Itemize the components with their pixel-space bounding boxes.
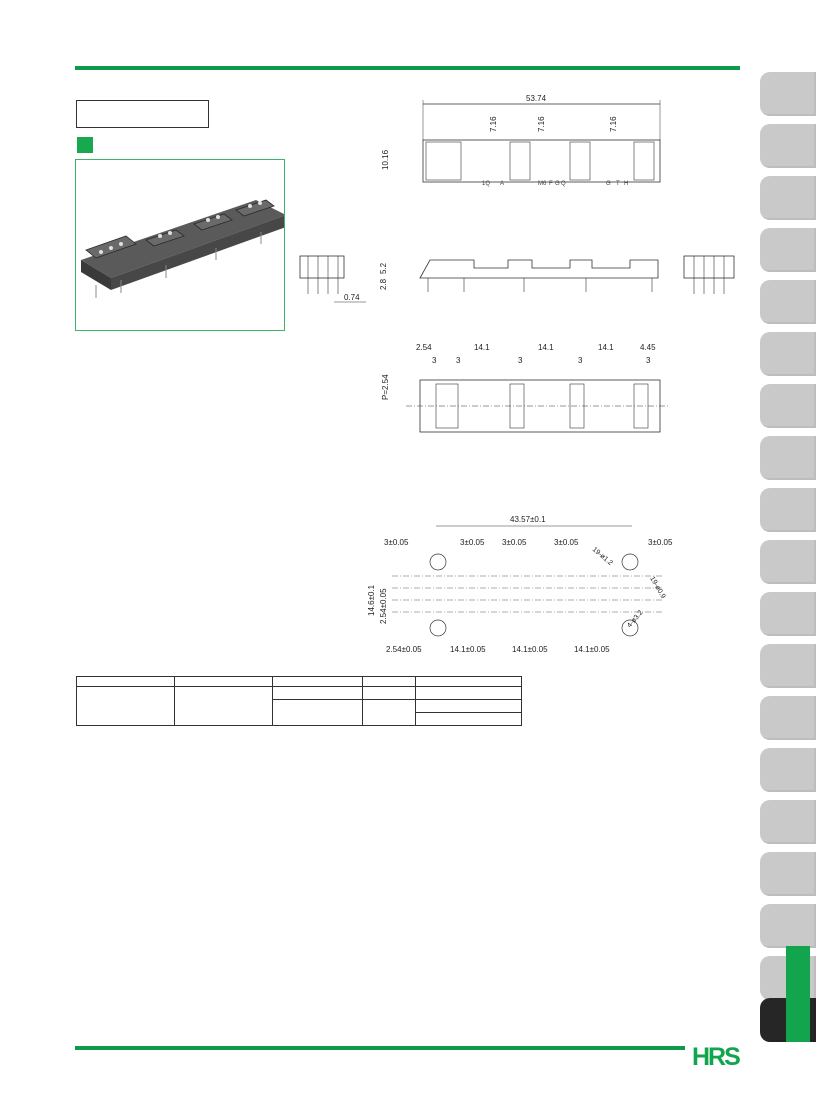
- height-label: 10.16: [381, 149, 390, 170]
- spec-cell: [416, 687, 522, 700]
- index-tab[interactable]: [760, 540, 816, 584]
- mark-2: A: [500, 181, 505, 187]
- mark-3: M6: [538, 181, 547, 187]
- mark-4: F: [549, 181, 553, 187]
- pcb-row-label: 2.54±0.05: [379, 588, 388, 624]
- mark-8: T: [616, 181, 620, 187]
- pcb-b-1: 2.54±0.05: [386, 645, 422, 654]
- mark-6: Q: [561, 181, 566, 187]
- mark-9: H: [624, 181, 629, 187]
- pcb-sp-1: 3±0.05: [384, 538, 409, 547]
- spec-cell: [273, 677, 363, 687]
- hole-a-label: 19-ø1.2: [590, 546, 614, 568]
- index-tab[interactable]: [760, 696, 816, 740]
- logo-text: HRS: [692, 1043, 739, 1070]
- spec-cell: [416, 677, 522, 687]
- index-tab[interactable]: [760, 488, 816, 532]
- index-tab[interactable]: [760, 852, 816, 896]
- pcb-b-4: 14.1±0.05: [574, 645, 610, 654]
- top-view-drawing: [378, 92, 668, 192]
- hole-b-label: 19-ø0.9: [648, 575, 667, 600]
- end-view-left: [296, 250, 370, 310]
- pitch-c-label: 7.16: [609, 116, 618, 132]
- bottom-view-drawing: [376, 340, 668, 440]
- gap-2: 3: [456, 356, 461, 365]
- spec-cell: [77, 687, 175, 726]
- spec-cell: [175, 677, 273, 687]
- overall-length-label: 53.74: [526, 94, 547, 103]
- pitch-b-label: 7.16: [537, 116, 546, 132]
- pcb-sp-4: 3±0.05: [554, 538, 579, 547]
- bottom-rule: [75, 1046, 685, 1050]
- pitch-label: P=2.54: [381, 374, 390, 400]
- dim-14-1-a: 14.1: [474, 343, 490, 352]
- mark-7: G: [606, 181, 611, 187]
- index-tab[interactable]: [760, 384, 816, 428]
- pcb-sp-3: 3±0.05: [502, 538, 527, 547]
- index-tab[interactable]: [760, 904, 816, 948]
- index-tab[interactable]: [760, 436, 816, 480]
- pcb-layout-drawing: [362, 512, 692, 672]
- index-tab[interactable]: [760, 592, 816, 636]
- spec-cell: [363, 700, 416, 726]
- hrs-logo: [690, 1040, 742, 1070]
- dim-14-1-b: 14.1: [538, 343, 554, 352]
- spec-cell: [416, 700, 522, 713]
- index-tab[interactable]: [760, 280, 816, 324]
- index-tab[interactable]: [760, 124, 816, 168]
- pcb-b-3: 14.1±0.05: [512, 645, 548, 654]
- product-title-box: [76, 100, 209, 128]
- hole-c-label: 4-ø3.2: [626, 609, 645, 630]
- gap-4: 3: [578, 356, 583, 365]
- upper-height-label: 5.2: [379, 262, 388, 274]
- spec-table: [76, 676, 522, 726]
- pcb-height-label: 14.6±0.1: [367, 584, 376, 616]
- index-tab[interactable]: [760, 228, 816, 272]
- socket-illustration: [76, 160, 284, 330]
- gap-1: 3: [432, 356, 437, 365]
- mark-5: G: [555, 181, 560, 187]
- pitch-a-label: 7.16: [489, 116, 498, 132]
- side-view-drawing: [376, 250, 666, 300]
- pcb-sp-5: 3±0.05: [648, 538, 673, 547]
- pcb-sp-2: 3±0.05: [460, 538, 485, 547]
- index-tab[interactable]: [760, 176, 816, 220]
- section-marker: [77, 137, 93, 153]
- pcb-overall-label: 43.57±0.1: [510, 515, 546, 524]
- dim-2-54: 2.54: [416, 343, 432, 352]
- pcb-b-2: 14.1±0.05: [450, 645, 486, 654]
- spec-cell: [175, 687, 273, 726]
- product-photo: [75, 159, 285, 331]
- dim-14-1-c: 14.1: [598, 343, 614, 352]
- spec-cell: [363, 687, 416, 700]
- logo-mark: [690, 1040, 742, 1070]
- spec-cell: [77, 677, 175, 687]
- active-tab-accent: [786, 946, 810, 1042]
- dim-4-45: 4.45: [640, 343, 656, 352]
- spec-cell: [363, 677, 416, 687]
- index-tab[interactable]: [760, 800, 816, 844]
- index-tab[interactable]: [760, 72, 816, 116]
- end-view-right: [680, 252, 740, 302]
- gap-3: 3: [518, 356, 523, 365]
- index-tab[interactable]: [760, 748, 816, 792]
- spec-cell: [273, 687, 363, 700]
- spec-cell: [273, 700, 363, 726]
- index-tab[interactable]: [760, 332, 816, 376]
- pin-width-label: 0.74: [344, 293, 360, 302]
- gap-5: 3: [646, 356, 651, 365]
- mark-1: 1Q: [482, 181, 491, 187]
- index-tab[interactable]: [760, 644, 816, 688]
- spec-cell: [416, 713, 522, 726]
- lower-height-label: 2.8: [379, 278, 388, 290]
- top-rule: [75, 66, 740, 70]
